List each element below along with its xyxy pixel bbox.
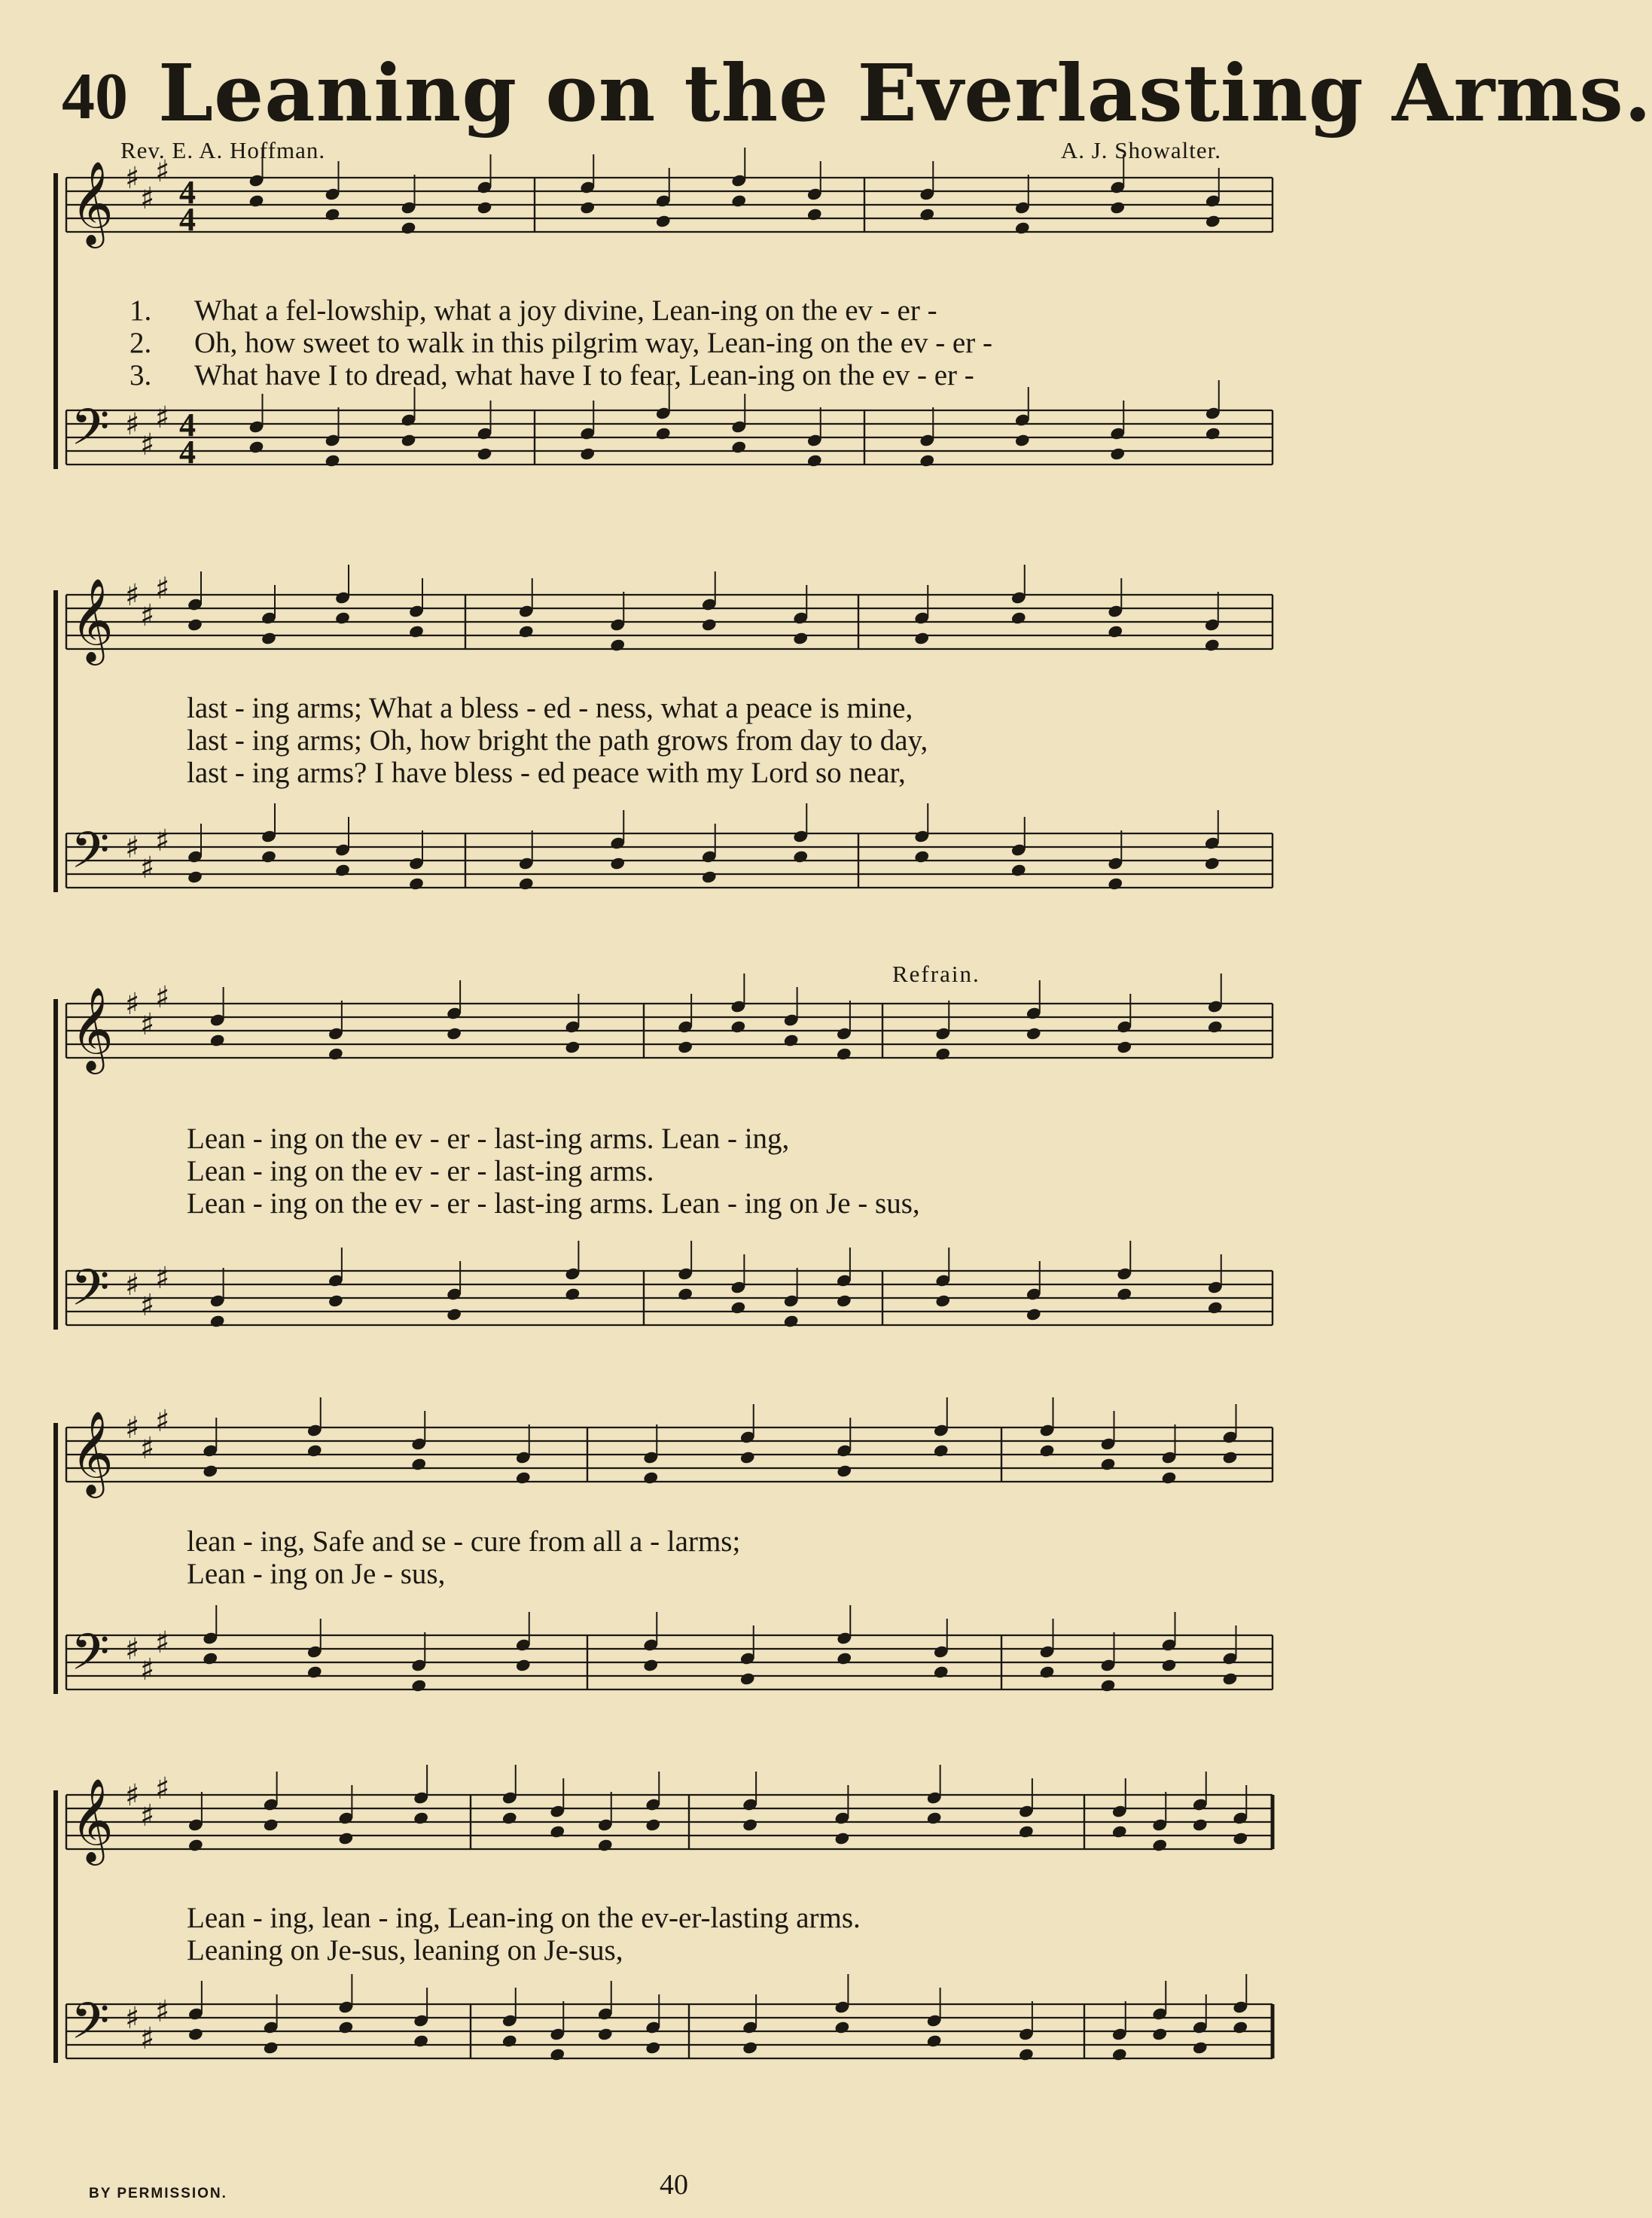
note-head (1151, 1838, 1168, 1852)
note-head (934, 1293, 951, 1308)
note-head (926, 2034, 943, 2048)
sharp-icon: ♯ (140, 851, 155, 885)
verse-number: 3. (130, 359, 152, 392)
note-head (642, 1658, 659, 1672)
note-head (261, 631, 277, 645)
sharp-icon: ♯ (125, 1778, 140, 1813)
note-head (413, 1811, 429, 1825)
note-head (306, 1665, 323, 1679)
note-head (338, 2020, 355, 2034)
note-head (408, 624, 425, 638)
note-head (413, 2034, 429, 2048)
note-head (565, 1287, 581, 1301)
note-head (806, 207, 823, 221)
sharp-icon: ♯ (140, 1431, 155, 1466)
sharp-icon: ♯ (155, 154, 170, 189)
note-head (730, 1019, 747, 1034)
note-head (515, 1470, 532, 1485)
note-head (677, 1040, 693, 1054)
bass-clef-icon: 𝄢 (71, 1992, 110, 2062)
note-head (477, 200, 493, 215)
note-head (609, 638, 626, 652)
note-head (1018, 2047, 1035, 2061)
note-head (655, 214, 672, 228)
note-head (446, 1026, 462, 1040)
note-head (579, 200, 596, 215)
note-head (730, 1300, 747, 1315)
note-head (792, 631, 809, 645)
note-head (408, 876, 425, 891)
note-head (730, 440, 747, 454)
sharp-icon: ♯ (125, 987, 140, 1022)
note-head (701, 617, 718, 632)
note-head (1151, 2027, 1168, 2041)
note-head (642, 1470, 659, 1485)
sharp-icon: ♯ (140, 428, 155, 462)
note-head (338, 1831, 355, 1845)
page-number: 40 (660, 2169, 688, 2201)
note-head (834, 2020, 851, 2034)
verse-number: 1. (130, 294, 152, 327)
treble-clef-icon: 𝄞 (71, 986, 114, 1071)
note-head (1026, 1307, 1042, 1321)
note-head (597, 2027, 614, 2041)
note-head (248, 193, 265, 208)
note-head (1014, 221, 1031, 235)
note-head (783, 1033, 800, 1047)
note-head (1100, 1457, 1117, 1471)
note-head (645, 2040, 661, 2055)
note-head (1111, 2047, 1128, 2061)
note-head (446, 1307, 462, 1321)
note-head (919, 453, 935, 468)
note-head (334, 611, 351, 625)
lyrics-line: Lean - ing on the ev - er - last-ing arms. Lean - ing, (187, 1123, 790, 1155)
sharp-icon: ♯ (125, 1632, 140, 1667)
note-head (913, 631, 930, 645)
note-head (306, 1443, 323, 1458)
note-head (677, 1287, 693, 1301)
note-head (501, 1811, 518, 1825)
note-head (410, 1678, 427, 1692)
note-head (1107, 624, 1123, 638)
time-signature-bottom: 4 (179, 201, 196, 238)
note-head (792, 849, 809, 864)
hymn-number: 40 (62, 60, 128, 133)
sharp-icon: ♯ (140, 1653, 155, 1687)
note-head (701, 870, 718, 884)
refrain-label: Refrain. (892, 961, 980, 987)
lyrics-line: last - ing arms; What a bless - ed - ness, what a peace is mine, (187, 692, 913, 724)
note-head (1207, 1300, 1224, 1315)
verse-number: 2. (130, 327, 152, 359)
note-head (926, 1811, 943, 1825)
note-head (836, 1047, 852, 1061)
hymn-title: Leaning on the Everlasting Arms. (158, 47, 1652, 139)
note-head (1192, 1817, 1209, 1832)
note-head (655, 426, 672, 440)
treble-clef-icon: 𝄞 (71, 577, 114, 662)
note-head (1026, 1026, 1042, 1040)
sharp-icon: ♯ (125, 1268, 140, 1302)
note-head (248, 440, 265, 454)
note-head (515, 1658, 532, 1672)
note-head (325, 207, 341, 221)
note-head (549, 1824, 565, 1839)
lyrics-line: Oh, how sweet to walk in this pilgrim way, Lean-ing on the ev - er - (194, 327, 992, 359)
note-head (934, 1047, 951, 1061)
bass-clef-icon: 𝄢 (71, 1623, 110, 1693)
note-head (187, 2027, 204, 2041)
note-head (202, 1651, 218, 1665)
treble-clef-icon: 𝄞 (71, 1778, 114, 1862)
lyrics-line: What have I to dread, what have I to fear, Lean-ing on the ev - er - (194, 359, 974, 392)
note-head (1204, 638, 1221, 652)
note-head (410, 1457, 427, 1471)
lyrics-line: What a fel-lowship, what a joy divine, Lean-ing on the ev - er - (194, 294, 937, 327)
note-head (1107, 876, 1123, 891)
bass-clef-icon: 𝄢 (71, 1259, 110, 1329)
sharp-icon: ♯ (140, 1288, 155, 1323)
permission-note: BY PERMISSION. (89, 2186, 227, 2201)
note-head (187, 870, 203, 884)
sharp-icon: ♯ (155, 1261, 170, 1296)
note-head (1100, 1678, 1117, 1692)
note-head (1010, 611, 1027, 625)
note-head (1205, 426, 1221, 440)
lyrics-line: last - ing arms? I have bless - ed peace with my Lord so near, (187, 757, 906, 789)
note-head (730, 193, 747, 208)
sharp-icon: ♯ (140, 1007, 155, 1042)
sharp-icon: ♯ (125, 2001, 140, 2036)
sharp-icon: ♯ (140, 181, 155, 216)
note-head (202, 1464, 218, 1478)
note-head (933, 1443, 949, 1458)
note-head (477, 446, 493, 461)
note-head (334, 863, 351, 877)
sharp-icon: ♯ (155, 824, 170, 858)
note-head (913, 849, 930, 864)
sharp-icon: ♯ (140, 599, 155, 633)
note-head (1222, 1671, 1239, 1686)
lyrics-line: Lean - ing, lean - ing, Lean-ing on the ev-er-lasting arms. (187, 1902, 861, 1934)
time-signature-top: 4 (179, 407, 196, 443)
note-head (328, 1047, 344, 1061)
note-head (645, 1817, 661, 1832)
note-head (1204, 856, 1221, 870)
note-head (1192, 2040, 1209, 2055)
sharp-icon: ♯ (125, 830, 140, 865)
note-head (1109, 200, 1126, 215)
note-head (1232, 2020, 1248, 2034)
note-head (933, 1665, 949, 1679)
note-head (806, 453, 823, 468)
bass-clef-icon: 𝄢 (71, 821, 110, 891)
lyrics-line: lean - ing, Safe and se - cure from all a - larms; (187, 1525, 741, 1558)
note-head (1018, 1824, 1035, 1839)
note-head (325, 453, 341, 468)
note-head (1109, 446, 1126, 461)
note-head (836, 1464, 852, 1478)
note-head (1116, 1287, 1132, 1301)
sharp-icon: ♯ (155, 980, 170, 1015)
note-head (501, 2034, 518, 2048)
note-head (739, 1450, 756, 1464)
note-head (263, 1817, 279, 1832)
note-head (1111, 1824, 1128, 1839)
lyrics-line: Lean - ing on Je - sus, (187, 1558, 446, 1590)
note-head (518, 876, 535, 891)
note-head (742, 1817, 758, 1832)
note-head (328, 1293, 344, 1308)
lyrics-line: last - ing arms; Oh, how bright the path grows from day to day, (187, 724, 928, 757)
note-head (836, 1651, 852, 1665)
note-head (209, 1033, 226, 1047)
author-credit: Rev. E. A. Hoffman. (120, 137, 326, 163)
note-head (1161, 1658, 1178, 1672)
note-head (579, 446, 596, 461)
note-head (565, 1040, 581, 1054)
note-head (209, 1314, 226, 1328)
note-head (609, 856, 626, 870)
composer-credit: A. J. Showalter. (1060, 137, 1221, 163)
sharp-icon: ♯ (125, 407, 140, 442)
lyrics-line: Lean - ing on the ev - er - last-ing arms. Lean - ing on Je - sus, (187, 1187, 920, 1220)
note-head (1161, 1470, 1178, 1485)
note-head (1232, 1831, 1248, 1845)
note-head (263, 2040, 279, 2055)
note-head (401, 433, 417, 447)
time-signature-top: 4 (179, 174, 196, 211)
note-head (549, 2047, 565, 2061)
bass-clef-icon: 𝄢 (71, 398, 110, 468)
note-head (919, 207, 935, 221)
lyrics-line: Lean - ing on the ev - er - last-ing arms. (187, 1155, 654, 1187)
note-head (1207, 1019, 1224, 1034)
sharp-icon: ♯ (125, 161, 140, 196)
note-head (261, 849, 277, 864)
note-head (1039, 1665, 1056, 1679)
time-signature-bottom: 4 (179, 434, 196, 471)
note-head (1010, 863, 1027, 877)
sharp-icon: ♯ (140, 1799, 155, 1833)
treble-clef-icon: 𝄞 (71, 1410, 114, 1494)
sharp-icon: ♯ (125, 1411, 140, 1446)
note-head (783, 1314, 800, 1328)
note-head (187, 617, 203, 632)
sharp-icon: ♯ (155, 1625, 170, 1660)
note-head (401, 221, 417, 235)
note-head (1205, 214, 1221, 228)
sharp-icon: ♯ (155, 1772, 170, 1806)
note-head (739, 1671, 756, 1686)
sharp-icon: ♯ (155, 571, 170, 606)
note-head (834, 1831, 851, 1845)
lyrics-line: Leaning on Je-sus, leaning on Je-sus, (187, 1934, 623, 1967)
note-head (1222, 1450, 1239, 1464)
sharp-icon: ♯ (155, 401, 170, 435)
note-head (1116, 1040, 1132, 1054)
note-head (836, 1293, 852, 1308)
note-head (597, 1838, 614, 1852)
note-head (742, 2040, 758, 2055)
sharp-icon: ♯ (125, 578, 140, 613)
sharp-icon: ♯ (155, 1994, 170, 2029)
note-head (1014, 433, 1031, 447)
note-head (518, 624, 535, 638)
sharp-icon: ♯ (140, 2021, 155, 2056)
treble-clef-icon: 𝄞 (71, 160, 114, 245)
sharp-icon: ♯ (155, 1404, 170, 1439)
note-head (1039, 1443, 1056, 1458)
note-head (187, 1838, 204, 1852)
